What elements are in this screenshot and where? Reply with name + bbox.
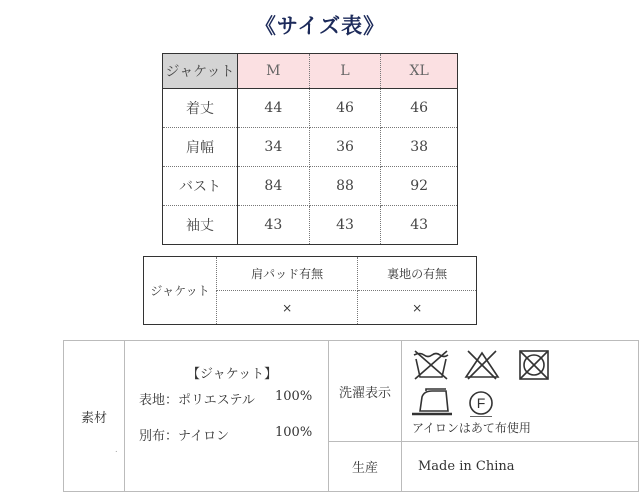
cell-value: 46 bbox=[309, 89, 381, 128]
material-label-text: 素材 bbox=[80, 410, 107, 426]
feature-table bbox=[143, 256, 477, 325]
page-title: 《サイズ表》 bbox=[254, 13, 386, 38]
cell-value: 92 bbox=[381, 167, 458, 206]
feature-value-shoulder-pad: × bbox=[217, 291, 358, 325]
material-percent: 100% bbox=[275, 425, 313, 440]
table-row bbox=[163, 89, 458, 128]
feature-header-row bbox=[144, 257, 477, 291]
dry-clean-letter: F bbox=[476, 395, 486, 411]
table-row bbox=[163, 128, 458, 167]
material-table bbox=[63, 340, 639, 492]
size-header-row bbox=[163, 54, 458, 89]
size-header-l: L bbox=[309, 54, 381, 89]
material-line: 別布：ナイロン bbox=[139, 429, 230, 444]
origin-value: Made in China bbox=[402, 442, 639, 492]
origin-label: 生産 bbox=[329, 442, 402, 492]
cell-value: 84 bbox=[238, 167, 310, 206]
care-label: 洗濯表示 bbox=[329, 341, 402, 442]
no-bleach-icon bbox=[466, 351, 498, 379]
material-label bbox=[64, 341, 125, 492]
cell-value: 36 bbox=[309, 128, 381, 167]
material-dot: . bbox=[115, 445, 118, 454]
feature-header-shoulder-pad: 肩パッド有無 bbox=[217, 257, 358, 291]
row-label: 着丈 bbox=[163, 89, 238, 128]
cell-value: 46 bbox=[381, 89, 458, 128]
cell-value: 34 bbox=[238, 128, 310, 167]
row-label: 袖丈 bbox=[163, 206, 238, 245]
size-table bbox=[162, 53, 458, 245]
material-line: 表地：ポリエステル bbox=[139, 393, 255, 408]
no-wash-icon bbox=[414, 351, 448, 379]
material-body bbox=[125, 341, 329, 492]
cell-value: 44 bbox=[238, 89, 310, 128]
cell-value: 43 bbox=[410, 217, 429, 233]
feature-value-lining: × bbox=[412, 300, 423, 315]
material-heading: 【ジャケット】 bbox=[187, 367, 278, 382]
cell-value: 38 bbox=[381, 128, 458, 167]
size-header-xl: XL bbox=[381, 54, 458, 89]
feature-label: ジャケット bbox=[144, 257, 217, 325]
care-cell bbox=[402, 341, 639, 442]
table-row bbox=[163, 206, 458, 245]
no-tumble-dry-icon bbox=[520, 351, 548, 379]
size-header-label: ジャケット bbox=[163, 54, 238, 89]
cell-value: 43 bbox=[309, 206, 381, 245]
table-row bbox=[163, 167, 458, 206]
row-label: 肩幅 bbox=[163, 128, 238, 167]
feature-header-lining: 裏地の有無 bbox=[358, 257, 477, 291]
cell-value: 88 bbox=[309, 167, 381, 206]
material-percent: 100% bbox=[275, 389, 313, 404]
material-row-1 bbox=[64, 341, 639, 442]
row-label: バスト bbox=[163, 167, 238, 206]
cell-value: 43 bbox=[238, 206, 310, 245]
iron-note: アイロンはあて布使用 bbox=[412, 421, 531, 435]
care-icons bbox=[412, 347, 572, 417]
size-header-m: M bbox=[238, 54, 310, 89]
dry-clean-f-icon bbox=[470, 392, 492, 417]
iron-with-cloth-icon bbox=[412, 389, 452, 414]
